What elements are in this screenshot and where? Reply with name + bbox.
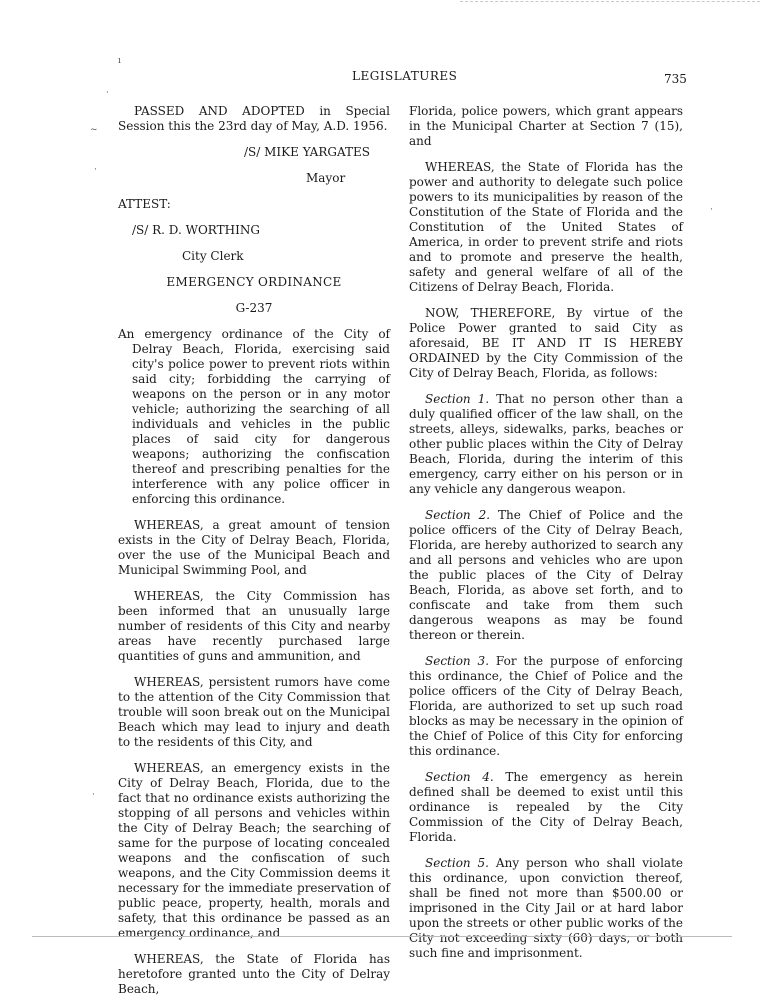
section-label: Section 2. [425,508,491,522]
section-text: That no person other than a duly qualified officer of the law shall, on the streets, alleys, sidewalks, parks, beaches or other public places within the City of Delray Beach, Florida, during the interim of this emergency, carry either on his person or in any vehicle any dangerous weapon. [409,392,683,496]
margin-tick: · [710,205,713,215]
whereas-paragraph: WHEREAS, a great amount of tension exists in the City of Delray Beach, Florida, over the use of the Municipal Beach and Municipal Swimming Pool, and [118,518,390,577]
top-edge-dashes [460,1,760,2]
section-label: Section 5. [425,856,490,870]
margin-tick: · [94,165,97,175]
section-text: The Chief of Police and the police officers of the City of Delray Beach, Florida, are hereby authorized to search any and all persons and vehicles who are upon the public places of the City of Delray Beach, Florida, as above set forth, and to confiscate and take from them such dangerous weapons as may be found thereon or therein. [409,508,683,642]
margin-tick: · [106,88,109,98]
section-text: The emergency as herein defined shall be deemed to exist until this ordinance is repealed by the City Commission of the City of Delray Beach, Florida. [409,770,684,844]
running-header: LEGISLATURES [352,69,458,83]
section-label: Section 4. [425,770,494,784]
section-paragraph [409,856,683,961]
whereas-paragraph: WHEREAS, the City Commission has been informed that an unusually large number of residents of this City and nearby areas have recently purchased large quantities of guns and ammunition, and [118,589,390,663]
passed-adopted-paragraph: PASSED AND ADOPTED in Special Session this the 23rd day of May, A.D. 1956. [118,104,390,133]
section-paragraph [409,508,683,643]
page-number: 735 [664,72,687,86]
margin-tick: · [92,790,95,800]
now-therefore-paragraph: NOW, THEREFORE, By virtue of the Police Power granted to said City as aforesaid, BE IT AND IT IS HEREBY ORDAINED by the City Commission of the City of Delray Beach, Florida, as follows: [409,306,683,380]
right-column [409,104,683,972]
whereas-paragraph: WHEREAS, persistent rumors have come to the attention of the City Commission that trouble will soon break out on the Municipal Beach which may lead to injury and death to the residents of this City, and [118,675,390,749]
whereas-paragraph: WHEREAS, the State of Florida has the power and authority to delegate such police powers to its municipalities by reason of the Constitution of the State of Florida and the Constitution of the United States of America, in order to prevent strife and riots and to promote and preserve the health, safety and general welfare of all of the Citizens of Delray Beach, Florida. [409,160,683,294]
section-label: Section 3. [425,654,490,668]
clerk-signature: /S/ R. D. WORTHING [132,223,260,237]
ordinance-number: G-237 [235,301,273,315]
section-text: For the purpose of enforcing this ordinance, the Chief of Police and the police officers of the City of Delray Beach, Florida, are authorized to set up such road blocks as may be necessary in the opinion of the Chief of Police of this City for enforcing this ordinance. [409,654,683,758]
margin-tick: ~ [90,125,98,135]
bottom-scan-edge [32,936,732,937]
section-paragraph [409,654,683,759]
attest-label: ATTEST: [118,197,171,211]
ordinance-title: EMERGENCY ORDINANCE [166,275,342,289]
ordinance-summary: An emergency ordinance of the City of Delray Beach, Florida, exercising said city's police power to prevent riots within said city; forbidding the carrying of weapons on the person or in any motor vehicle; authorizing the searching of all individuals and vehicles in the public places of said city for dangerous weapons; authorizing the confiscation thereof and prescribing penalties for the interference with any police officer in enforcing this ordinance. [118,327,390,506]
whereas-paragraph: WHEREAS, the State of Florida has heretofore granted unto the City of Delray Beach, [118,952,390,996]
mayor-title: Mayor [306,171,346,185]
continuation-paragraph: Florida, police powers, which grant appears in the Municipal Charter at Section 7 (15), and [409,104,683,148]
section-paragraph [409,392,683,497]
section-label: Section 1. [425,392,490,406]
section-paragraph [409,770,683,845]
left-column [118,104,390,1008]
whereas-paragraph: WHEREAS, an emergency exists in the City of Delray Beach, Florida, due to the fact that no ordinance exists authorizing the stopping of all persons and vehicles within the City of Delray Beach; the searching of same for the purpose of locating concealed weapons and the confiscation of such weapons, and the City Commission deems it necessary for the immediate preservation of public peace, property, health, morals and safety, that this ordinance be passed as an emergency ordinance, and [118,761,390,940]
clerk-title: City Clerk [182,249,244,263]
mayor-signature: /S/ MIKE YARGATES [244,145,370,159]
margin-tick: ı [118,56,121,66]
section-text: Any person who shall violate this ordinance, upon conviction thereof, shall be fined not more than $500.00 or imprisoned in the City Jail or at hard labor upon the streets or other public works of the City not exceeding sixty (60) days, or both such fine and imprisonment. [409,856,684,960]
